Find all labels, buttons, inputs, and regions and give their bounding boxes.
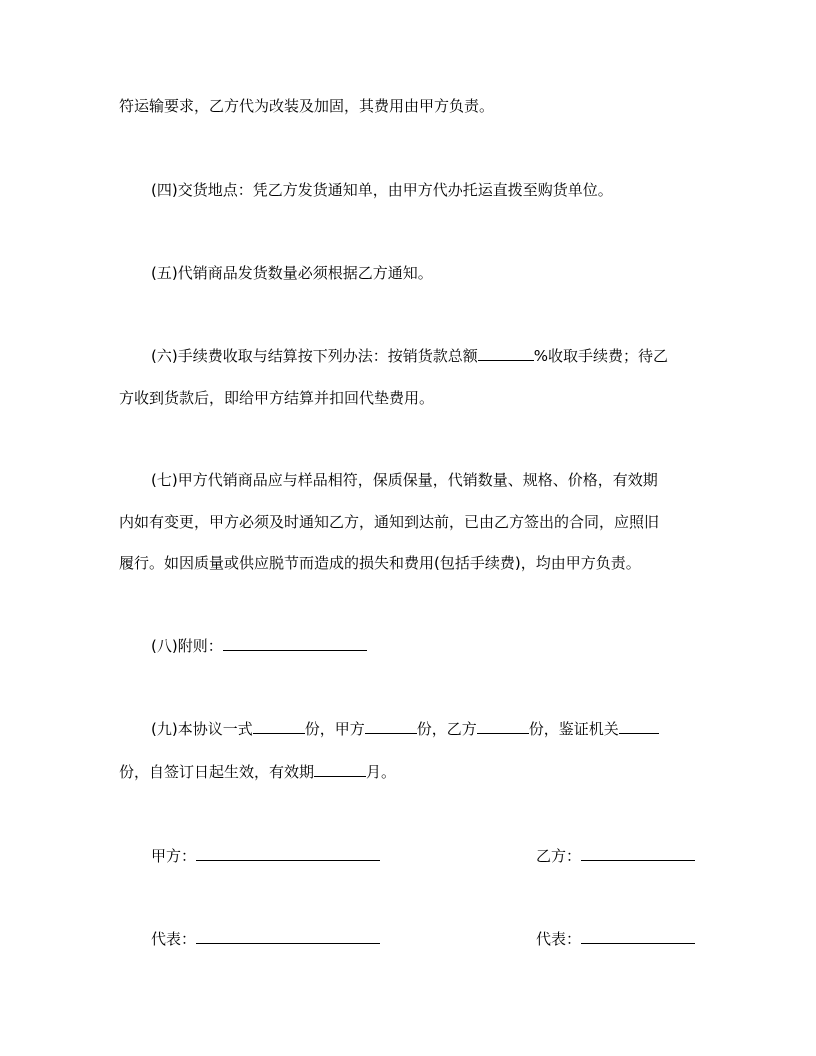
paragraph-5 — [151, 263, 433, 283]
paragraph-text: 内如有变更，甲方必须及时通知乙方，通知到达前，已由乙方签出的合同，应照旧 — [119, 513, 660, 531]
fill-blank-fee-percent — [478, 346, 534, 361]
paragraph-text: 月。 — [366, 763, 397, 781]
signature-rep-a — [151, 929, 380, 949]
paragraph-7-line-1 — [151, 470, 658, 490]
signature-label: 乙方： — [536, 847, 582, 865]
signature-label: 代表： — [536, 930, 582, 948]
fill-blank-total-copies — [253, 719, 305, 734]
fill-blank-appendix — [223, 636, 367, 651]
paragraph-9-line-1 — [151, 719, 659, 739]
paragraph-7-line-3 — [119, 553, 641, 573]
paragraph-text: 份，甲方 — [304, 720, 365, 738]
signature-line-party-b — [581, 846, 695, 861]
paragraph-9-line-2 — [119, 762, 396, 782]
paragraph-text: %收取手续费；待乙 — [533, 347, 668, 365]
paragraph-text: (九)本协议一式 — [151, 720, 253, 738]
paragraph-text: 份，鉴证机关 — [528, 720, 619, 738]
signature-party-b — [536, 846, 695, 866]
fill-blank-validity-months — [314, 762, 366, 777]
paragraph-text: 履行。如因质量或供应脱节而造成的损失和费用(包括手续费)，均由甲方负责。 — [119, 554, 641, 572]
paragraph-7-line-2 — [119, 512, 659, 532]
signature-label: 甲方： — [151, 847, 197, 865]
paragraph-6-line-2 — [119, 388, 434, 408]
signature-line-rep-a — [196, 929, 380, 944]
signature-party-a — [151, 846, 380, 866]
fill-blank-party-b-copies — [477, 719, 529, 734]
fill-blank-party-a-copies — [365, 719, 417, 734]
paragraph-text: 份，自签订日起生效，有效期 — [119, 763, 315, 781]
paragraph-text: 份，乙方 — [416, 720, 477, 738]
paragraph-text: (四)交货地点：凭乙方发货通知单，由甲方代办托运直拨至购货单位。 — [151, 181, 613, 199]
paragraph-text: (五)代销商品发货数量必须根据乙方通知。 — [151, 264, 433, 282]
fill-blank-authority-copies — [619, 719, 659, 734]
paragraph-6-line-1 — [151, 346, 668, 366]
paragraph-text: 符运输要求，乙方代为改装及加固，其费用由甲方负责。 — [119, 97, 495, 115]
signature-label: 代表： — [151, 930, 197, 948]
paragraph-3-tail — [119, 96, 494, 116]
signature-line-party-a — [196, 846, 380, 861]
signature-rep-b — [536, 929, 695, 949]
paragraph-text: (六)手续费收取与结算按下列办法：按销货款总额 — [151, 347, 478, 365]
paragraph-text: 方收到货款后，即给甲方结算并扣回代垫费用。 — [119, 389, 435, 407]
signature-line-rep-b — [581, 929, 695, 944]
paragraph-8 — [151, 636, 367, 656]
paragraph-4 — [151, 180, 613, 200]
paragraph-text: (七)甲方代销商品应与样品相符，保质保量，代销数量、规格、价格，有效期 — [151, 471, 658, 489]
paragraph-text: (八)附则： — [151, 637, 223, 655]
